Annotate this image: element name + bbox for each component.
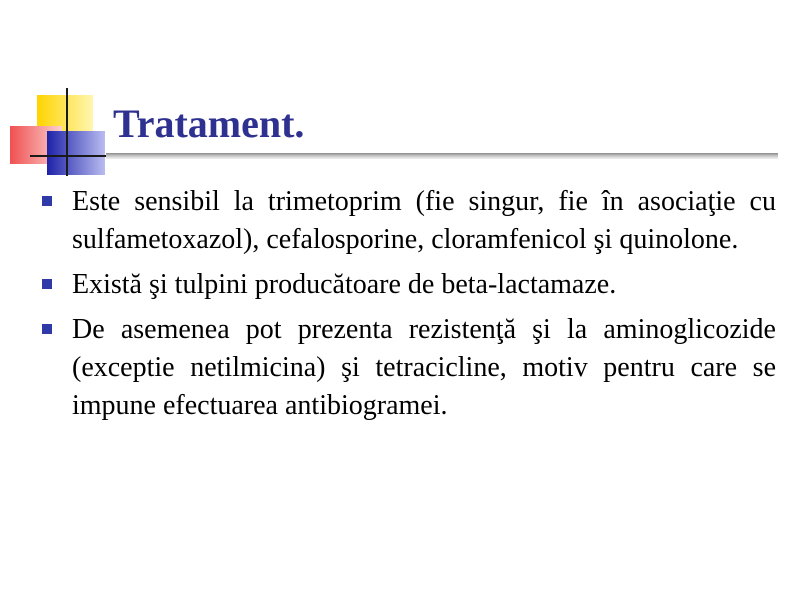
slide-title: Tratament.: [113, 101, 305, 146]
square-bullet-icon: [42, 196, 52, 206]
bullet-text: Există şi tulpini producătoare de beta-lactamaze.: [72, 269, 617, 300]
title-underline: [106, 153, 778, 159]
list-item: [38, 311, 776, 425]
bullet-text: De asemenea pot prezenta rezistenţă şi la aminoglicozide (exceptie netilmicina) şi tetracicline, motiv pentru care se impune efectuarea antibiogramei.: [72, 314, 776, 421]
square-bullet-icon: [42, 279, 52, 289]
bullet-text: Este sensibil la trimetoprim (fie singur, fie în asociaţie cu sulfametoxazol), cefalosporine, cloramfenicol şi quinolone.: [72, 186, 776, 255]
square-bullet-icon: [42, 324, 52, 334]
logo-squares-icon: [0, 0, 120, 180]
bullet-list: [38, 183, 776, 432]
list-item: [38, 183, 776, 259]
list-item: [38, 266, 776, 304]
slide-logo-decoration: [0, 0, 120, 180]
